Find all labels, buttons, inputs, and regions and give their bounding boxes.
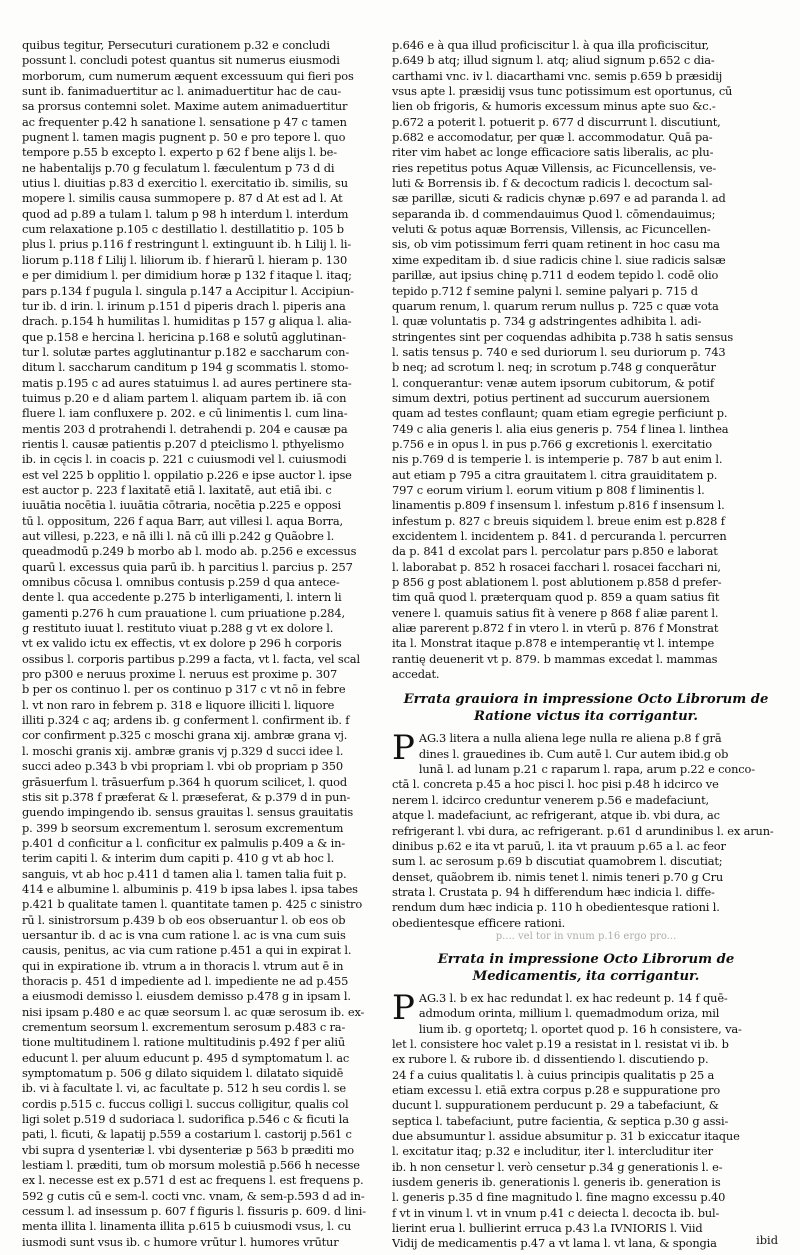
- text-line: luti & Borrensis ib. f & decoctum radicis l. decoctum sal-: [392, 176, 713, 191]
- text-line: parillæ, aut ipsius chinę p.711 d eodem tepido l. codē olio: [392, 268, 719, 283]
- text-line: stringentes sint per coquendas adhibita p.738 h satis sensus: [392, 329, 734, 344]
- text-line: sæ parillæ, sicuti & radicis chynæ p.697 e ad paranda l. ad: [392, 191, 726, 206]
- text-line: nis p.769 d is temperie l. is intemperie p. 787 b aut enim l.: [392, 452, 723, 467]
- text-line: cordis p.515 c. fuccus colligi l. succus colligitur, qualis col: [22, 1096, 349, 1111]
- faded-bleed-line: p.... vel tor in vnum p.16 ergo pro...: [495, 930, 677, 942]
- text-line: vbi supra d ysenteriæ l. vbi dysenteriæ p 563 b præditi mo: [22, 1142, 354, 1157]
- text-line: Vidij de medicamentis p.47 a vt lama l. vt lana, & spongia: [392, 1236, 717, 1251]
- text-line: separanda ib. d commendauimus Quod l. cōmendauimus;: [392, 206, 716, 221]
- text-line: ex l. necesse est ex p.571 d est ac frequens l. est frequens p.: [22, 1173, 364, 1188]
- text-line: queadmodū p.249 b morbo ab l. modo ab. p.256 e excessus: [22, 544, 357, 559]
- left-column: [22, 38, 370, 1250]
- text-line: ligi solet p.519 d sudoriaca l. sudorifica p.546 c & ficuti la: [22, 1112, 349, 1127]
- text-line: p 856 g post ablationem l. post ablutionem p.858 d prefer-: [392, 575, 722, 590]
- text-line: thoracis p. 451 d impediente ad l. impediente ne ad p.455: [22, 973, 349, 988]
- text-line: est auctor p. 223 f laxitatē etiā l. laxitatē, aut etiā ibi. c: [22, 482, 332, 497]
- text-line: grāsuerfum l. trāsuerfum p.364 h quorum scilicet, l. quod: [22, 774, 348, 789]
- text-line: da p. 841 d excolat pars l. percolatur pars p.850 e laborat: [392, 544, 718, 559]
- text-line: admodum orinta, millium l. quemadmodum oriza, mil: [418, 1006, 720, 1021]
- drop-cap-p: P: [392, 728, 415, 769]
- text-line: dinibus p.62 e ita vt paruū, l. ita vt prauum p.65 a l. ac feor: [392, 838, 726, 853]
- text-line: venere l. quamuis satius fit à venere p 868 f aliæ parent l.: [392, 605, 719, 620]
- text-line: sunt ib. fanimaduertitur ac l. animaduertitur hac de cau-: [22, 84, 342, 99]
- text-line: AG.3 l. b ex hac redundat l. ex hac redeunt p. 14 f quē-: [418, 990, 728, 1005]
- text-line: qui in expiratione ib. vtrum a in thoracis l. vtrum aut ē in: [22, 958, 344, 973]
- catchword: ibid: [756, 1233, 778, 1247]
- text-line: ib. in cęcis l. in coacis p. 221 c cuiusmodi vel l. cuiusmodi: [22, 452, 347, 467]
- text-line: cessum l. ad insessum p. 607 f figuris l. fissuris p. 609. d lini-: [22, 1204, 366, 1219]
- right-column-top-text: [392, 38, 780, 682]
- text-line: quibus tegitur, Persecuturi curationem p.32 e concludi: [22, 38, 330, 52]
- text-line: ducunt l. suppurationem perducunt p. 29 a tabefaciunt, &: [392, 1098, 719, 1113]
- text-line: b per os continuo l. per os continuo p 317 c vt nō in febre: [22, 682, 346, 697]
- text-line: a eiusmodi demisso l. eiusdem demisso p.478 g in ipsam l.: [22, 989, 351, 1004]
- text-line: e per dimidium l. per dimidium horæ p 132 f itaque l. itaq;: [22, 268, 352, 283]
- text-line: accedat.: [392, 667, 440, 682]
- text-line: l. quæ voluntatis p. 734 g adstringentes adhibita l. adi-: [392, 314, 702, 329]
- text-line: l. generis p.35 d fine magnitudo l. fine magno excessu p.40: [392, 1190, 726, 1205]
- text-line: aut etiam p 795 a citra grauitatem l. citra grauiditatem p.: [392, 467, 718, 482]
- text-line: tur ib. d irin. l. irinum p.151 d piperis drach l. piperis ana: [22, 298, 346, 313]
- text-line: riter vim habet ac longe efficaciore satis liberalis, ac plu-: [392, 145, 714, 160]
- text-line: atque l. madefaciunt, ac refrigerant, atque ib. vbi dura, ac: [392, 808, 720, 823]
- text-line: l. moschi granis xij. ambræ granis vj p.329 d succi idee l.: [22, 743, 344, 758]
- text-line: guendo impingendo ib. sensus grauitas l. sensus grauitatis: [22, 805, 354, 820]
- text-line: l. conquerantur: venæ autem ipsorum cubitorum, & potif: [392, 375, 714, 390]
- text-line: plus l. prius p.116 f restringunt l. extinguunt ib. h Lilij l. li-: [22, 237, 352, 252]
- text-line: liorum p.118 f Lilij l. liliorum ib. f hierarū l. hieram p. 130: [22, 252, 348, 267]
- text-line: possunt l. concludi potest quantus sit numerus eiusmodi: [22, 53, 340, 68]
- text-line: 414 e albumine l. albuminis p. 419 b ipsa labes l. ipsa tabes: [22, 881, 358, 896]
- text-line: AG.3 litera a nulla aliena lege nulla re aliena p.8 f grā: [418, 731, 722, 746]
- text-line: quam ad testes conflaunt; quam etiam egregie perficiunt p.: [392, 406, 728, 421]
- text-line: ac frequenter p.42 h sanatione l. sensatione p 47 c tamen: [22, 114, 347, 129]
- text-line: illiti p.324 c aq; ardens ib. g conferment l. confirment ib. f: [22, 713, 350, 728]
- text-line: l. vt non raro in febrem p. 318 e liquore illiciti l. liquore: [22, 697, 335, 712]
- text-line: dines l. grauedines ib. Cum autē l. Cur autem ibid.g ob: [418, 746, 729, 761]
- text-line: b neq; ad scrotum l. neq; in scrotum p.748 g conquerātur: [392, 360, 716, 375]
- text-line: p.672 a poterit l. potuerit p. 677 d discurrunt l. discutiunt,: [392, 114, 721, 129]
- text-line: denset, quãobrem ib. nimis tenet l. nimis teneri p.70 g Cru: [392, 869, 724, 884]
- text-line: 592 g cutis cū e sem-l. cocti vnc. vnam, & sem-p.593 d ad in-: [22, 1188, 365, 1203]
- text-line: drach. p.154 h humilitas l. humiditas p 157 g aliqua l. alia-: [22, 314, 352, 329]
- text-line: mentis 203 d protrahendi l. detrahendi p. 204 e causæ pa: [22, 421, 348, 436]
- text-line: p.756 e in opus l. in pus p.766 g excretionis l. exercitatio: [392, 436, 712, 451]
- text-line: 24 f a cuius qualitatis l. à cuius principis qualitatis p 25 a: [392, 1067, 715, 1082]
- text-line: lunā l. ad lunam p.21 c raparum l. rapa, arum p.22 e conco-: [418, 762, 755, 777]
- errata-heading-ratione-victus: Errata grauiora in impressione Octo Librorum de Ratione victus ita corrigantur.: [403, 692, 769, 725]
- text-line: l. satis tensus p. 740 e sed duriorum l. seu duriorum p. 743: [392, 344, 726, 359]
- text-line: que p.158 e hercina l. hericina p.168 e solutū agglutinan-: [22, 329, 346, 344]
- text-line: rientis l. causæ patientis p.207 d pteiclismo l. pthyelismo: [22, 436, 344, 451]
- text-line: l. laborabat p. 852 h rosacei facchari l. rosacei facchari ni,: [392, 559, 721, 574]
- text-line: 749 c alia generis l. alia eius generis p. 754 f linea l. linthea: [392, 421, 729, 436]
- text-line: ne habentalijs p.70 g feculatum l. fæculentum p 73 d di: [22, 160, 335, 175]
- text-line: omnibus cōcusa l. omnibus contusis p.259 d qua antece-: [22, 575, 340, 590]
- text-line: obedientesque efficere rationi.: [392, 915, 566, 930]
- text-line: iusmodi sunt vsus ib. c humore vrūtur l. humores vrūtur: [22, 1234, 339, 1249]
- text-line: terim capiti l. & interim dum capiti p. 410 g vt ab hoc l.: [22, 851, 335, 866]
- text-line: etiam excessu l. etiā extra corpus p.28 e suppuratione pro: [392, 1082, 721, 1097]
- text-line: morborum, cum numerum æquent excessuum qui fieri pos: [22, 68, 354, 83]
- text-line: iuuātia nocētia l. iuuātia cōtraria, nocētia p.225 e opposi: [22, 498, 341, 513]
- text-line: p. 399 b seorsum excrementum l. serosum excrementum: [22, 820, 344, 835]
- text-line: vsus apte l. præsidij vsus tunc potissimum est oportunus, cū: [392, 84, 733, 99]
- text-line: quod ad p.89 a tulam l. talum p 98 h interdum l. interdum: [22, 206, 349, 221]
- text-line: vt ex valido ictu ex effectis, vt ex dolore p 296 h corporis: [22, 636, 342, 651]
- text-line: ib. vi à facultate l. vi, ac facultate p. 512 h seu cordis l. se: [22, 1081, 346, 1096]
- text-line: carthami vnc. iv l. diacarthami vnc. semis p.659 b præsidij: [392, 68, 723, 83]
- text-line: cum relaxatione p.105 c destillatio l. destillatitio p. 105 b: [22, 222, 344, 237]
- text-line: refrigerant l. vbi dura, ac refrigerant. p.61 d arundinibus l. ex arun-: [392, 823, 774, 838]
- text-line: lien ob frigoris, & humoris excessum minus apte suo &c.-: [392, 99, 716, 114]
- text-line: pro p300 e neruus proxime l. neruus est proxime p. 307: [22, 667, 338, 682]
- text-line: gamenti p.276 h cum prauatione l. cum priuatione p.284,: [22, 605, 345, 620]
- text-line: pugnent l. tamen magis pugnent p. 50 e pro tepore l. quo: [22, 130, 346, 145]
- text-line: iusdem generis ib. generationis l. generis ib. generation is: [392, 1175, 721, 1190]
- text-line: est vel 225 b opplitio l. oppilatio p.226 e ipse auctor l. ipse: [22, 467, 352, 482]
- text-line: p.421 b qualitate tamen l. quantitate tamen p. 425 c sinistro: [22, 897, 363, 912]
- text-line: linamentis p.809 f insensum l. infestum p.816 f insensum l.: [392, 498, 725, 513]
- text-line: matis p.195 c ad aures statuimus l. ad aures pertinere sta-: [22, 375, 352, 390]
- text-line: sanguis, vt ab hoc p.411 d tamen alia l. tamen talia fuit p.: [22, 866, 347, 881]
- text-line: g restituto iuuat l. restituto viuat p.288 g vt ex dolore l.: [22, 621, 334, 636]
- errata-paragraph-ratione-victus: [392, 728, 780, 930]
- text-line: tepido p.712 f semine palyni l. semine palyari p. 715 d: [392, 283, 698, 298]
- text-line: succi adeo p.343 b vbi propriam l. vbi ob propriam p 350: [22, 759, 343, 774]
- text-line: educunt l. per aluum educunt p. 495 d symptomatum l. ac: [22, 1050, 350, 1065]
- text-line: stis sit p.378 f præferat & l. præseferat, & p.379 d in pun-: [22, 789, 351, 804]
- text-line: tim quā quod l. præterquam quod p. 859 a quam satius fit: [392, 590, 720, 605]
- text-line: aliæ parerent p.872 f in vtero l. in vterū p. 876 f Monstrat: [392, 621, 719, 636]
- text-line: rantię deuenerit vt p. 879. b mammas excedat l. mammas: [392, 651, 718, 666]
- errata-paragraph-medicamentis: [392, 987, 780, 1252]
- text-line: due absumuntur l. assidue absumitur p. 31 b exiccatur itaque: [392, 1129, 740, 1143]
- text-line: ex rubore l. & rubore ib. d dissentiendo l. discutiendo p.: [392, 1052, 709, 1067]
- text-line: septica l. tabefaciunt, putre facientia, & septica p.30 g assi-: [392, 1113, 729, 1128]
- text-line: sum l. ac serosum p.69 b discutiat quamobrem l. discutiat;: [392, 854, 723, 869]
- text-line: 797 c eorum virium l. eorum vitium p 808 f liminentis l.: [392, 482, 705, 497]
- right-column: [392, 38, 780, 1252]
- text-line: l. excitatur itaq; p.32 e includitur, iter l. intercluditur iter: [392, 1144, 713, 1159]
- errata-heading-medicamentis: Errata in impressione Octo Librorum de Medicamentis, ita corrigantur.: [437, 951, 735, 984]
- text-line: tempore p.55 b excepto l. experto p 62 f bene alijs l. be-: [22, 145, 337, 160]
- text-line: ditum l. saccharum canditum p 194 g scommatis l. stomo-: [22, 360, 349, 375]
- text-line: p.649 b atq; illud signum l. atq; aliud signum p.652 c dia-: [392, 53, 715, 68]
- text-line: simum dextri, potius pertinent ad succurum auersionem: [392, 390, 710, 405]
- text-line: fluere l. iam confluxere p. 202. e cū linimentis l. cum lina-: [22, 406, 348, 421]
- text-line: xime expeditam ib. d siue radicis chine l. siue radicis salsæ: [392, 252, 726, 267]
- text-line: nisi ipsam p.480 e ac quæ seorsum l. ac quæ serosum ib. ex-: [22, 1004, 365, 1019]
- text-line: crementum seorsum l. excrementum serosum p.483 c ra-: [22, 1020, 346, 1034]
- text-line: tione multitudinem l. ratione multitudinis p.492 f per aliū: [22, 1035, 346, 1050]
- text-line: menta illita l. linamenta illita p.615 b cuiusmodi vsus, l. cu: [22, 1219, 352, 1234]
- text-line: tuimus p.20 e d aliam partem l. aliquam partem ib. iā con: [22, 390, 347, 405]
- text-line: rū l. sinistrorsum p.439 b ob eos obseruantur l. ob eos ob: [22, 912, 346, 927]
- text-line: lierint erua l. bullierint erruca p.43 l.a IVNIORIS l. Viid: [392, 1221, 703, 1236]
- drop-cap-p: P: [392, 987, 415, 1028]
- text-line: ctā l. concreta p.45 a hoc pisci l. hoc pisi p.48 h idcirco ve: [392, 777, 719, 792]
- text-line: tū l. oppositum, 226 f aqua Barr, aut villesi l. aqua Borra,: [22, 513, 344, 528]
- text-line: lium ib. g oportetq; l. oportet quod p. 16 h consistere, va-: [418, 1021, 742, 1036]
- text-line: quarum renum, l. quarum rerum nullus p. 725 c quæ vota: [392, 298, 719, 313]
- text-line: pati, l. ficuti, & lapatij p.559 a costarium l. castorij p.561 c: [22, 1127, 352, 1142]
- text-line: sa prorsus contemni solet. Maxime autem animaduertitur: [22, 99, 348, 114]
- text-line: ossibus l. corporis partibus p.299 a facta, vt l. facta, vel scal: [22, 651, 360, 666]
- text-line: infestum p. 827 c breuis siquidem l. breue enim est p.828 f: [392, 513, 725, 528]
- text-line: uersantur ib. d ac is vna cum ratione l. ac is vna cum suis: [22, 927, 346, 942]
- text-line: rendum dum hæc indicia p. 110 h obedientesque rationi l.: [392, 900, 720, 915]
- text-line: ries repetitus potus Aquæ Villensis, ac Ficuncellensis, ve-: [392, 160, 717, 175]
- text-line: nerem l. idcirco creduntur venerem p.56 e madefaciunt,: [392, 792, 710, 807]
- text-line: p.401 d conficitur a l. conficitur ex palmulis p.409 a & in-: [22, 835, 346, 850]
- text-line: strata l. Crustata p. 94 h differendum hæc indicia l. diffe-: [392, 884, 715, 899]
- text-line: aut villesi, p.223, e nā illi l. nā cū illi p.242 g Quãobre l.: [22, 529, 335, 543]
- text-line: veluti & potus aquæ Borrensis, Villensis, ac Ficuncellen-: [392, 222, 711, 237]
- text-line: quarū l. excessus quia parū ib. h parcitius l. parcius p. 257: [22, 559, 353, 574]
- text-line: utius l. diuitias p.83 d exercitio l. exercitatio ib. similis, su: [22, 176, 348, 191]
- text-line: symptomatum p. 506 g dilato siquidem l. dilatato siquidē: [22, 1066, 344, 1081]
- text-line: sis, ob vim potissimum ferri quam retinent in hoc casu ma: [392, 237, 720, 252]
- text-line: tur l. solutæ partes agglutinantur p.182 e saccharum con-: [22, 344, 350, 359]
- text-line: causis, penitus, ac via cum ratione p.451 a qui in expirat l.: [22, 943, 352, 958]
- text-line: dente l. qua accedente p.275 b interligamenti, l. intern li: [22, 590, 342, 605]
- text-line: pars p.134 f pugula l. singula p.147 a Accipitur l. Accipiun-: [22, 283, 354, 298]
- text-line: excidentem l. incidentem p. 841. d percuranda l. percurren: [392, 529, 727, 543]
- text-line: cor confirment p.325 c moschi grana xij. ambræ grana vj.: [22, 728, 348, 743]
- text-line: let l. consistere hoc valet p.19 a resistat in l. resistat vi ib. b: [392, 1036, 729, 1051]
- text-line: f vt in vinum l. vt in vnum p.41 c deiecta l. decocta ib. bul-: [392, 1205, 720, 1220]
- text-line: ita l. Monstrat itaque p.878 e intemperantię vt l. intempe: [392, 636, 715, 651]
- text-line: lestiam l. præditi, tum ob morsum molestiā p.566 h necesse: [22, 1158, 360, 1173]
- text-line: p.646 e à qua illud proficiscitur l. à qua illa proficiscitur,: [392, 38, 710, 52]
- text-line: ib. h non censetur l. verò censetur p.34 g generationis l. e-: [392, 1159, 723, 1174]
- text-line: p.682 e accomodatur, per quæ l. accommodatur. Quā pa-: [392, 130, 713, 145]
- text-line: mopere l. similis causa summopere p. 87 d At est ad l. At: [22, 191, 343, 206]
